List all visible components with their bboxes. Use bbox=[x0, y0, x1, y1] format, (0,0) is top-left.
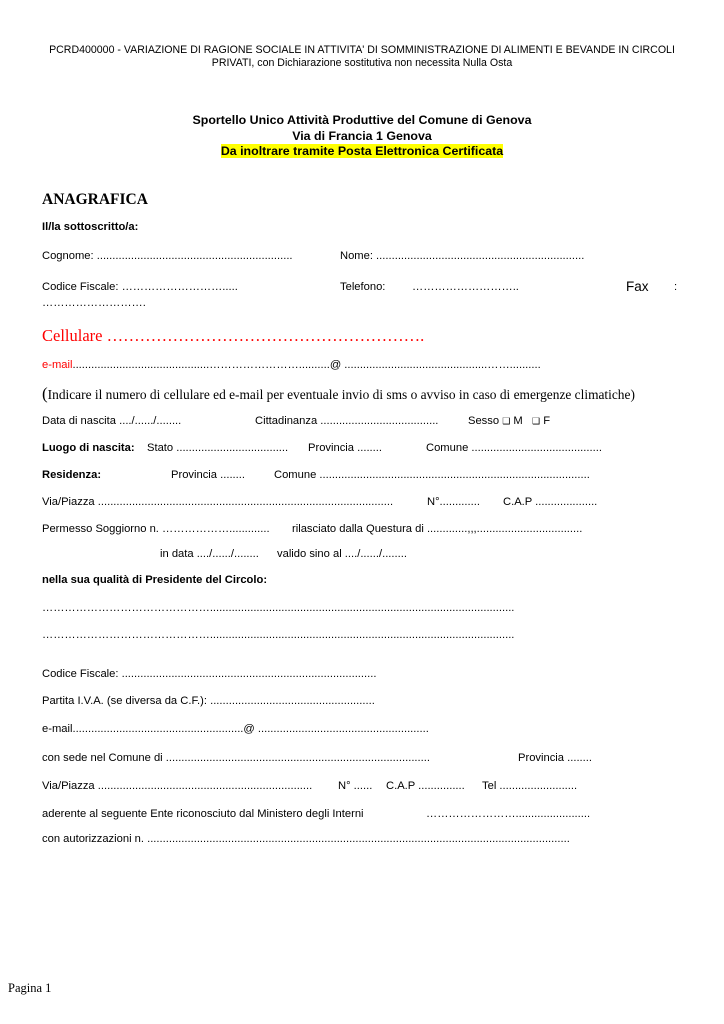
pec-notice: Da inoltrare tramite Posta Elettronica Certificata bbox=[220, 144, 504, 158]
circolo-email-field[interactable]: e-mail.......................................................@ ....................................................... bbox=[42, 723, 429, 735]
ente-field[interactable]: ……………………........................ bbox=[426, 808, 591, 820]
ente-label: aderente al seguente Ente riconosciuto dal Ministero degli Interni bbox=[42, 808, 364, 820]
telefono-label: Telefono: bbox=[340, 281, 386, 293]
circolo-numero-field[interactable]: N° ...... bbox=[338, 780, 373, 792]
luogo-nascita-label: Luogo di nascita: bbox=[42, 442, 135, 454]
circolo-tel-field[interactable]: Tel ......................... bbox=[482, 780, 578, 792]
note-paren: ( bbox=[42, 384, 48, 403]
page-number: Pagina 1 bbox=[8, 981, 52, 995]
luogo-provincia-field[interactable]: Provincia ........ bbox=[308, 442, 382, 454]
data-nascita-field[interactable]: Data di nascita ..../....../........ bbox=[42, 415, 182, 427]
subscriber-label: Il/la sottoscritto/a: bbox=[42, 221, 139, 233]
circolo-sede-field[interactable]: con sede nel Comune di ..................................................................................... bbox=[42, 752, 430, 764]
office-address: Via di Francia 1 Genova bbox=[292, 128, 432, 143]
residenza-provincia-field[interactable]: Provincia ........ bbox=[171, 469, 245, 481]
sesso-m-checkbox[interactable]: ❑ bbox=[502, 416, 511, 426]
cittadinanza-field[interactable]: Cittadinanza ...................................... bbox=[255, 415, 439, 427]
luogo-stato-field[interactable]: Stato .................................... bbox=[147, 442, 289, 454]
office-title-block bbox=[0, 113, 724, 160]
circolo-name-line-1[interactable]: ……………………………………….................................................................................................. bbox=[42, 602, 515, 614]
sesso-f-label: F bbox=[543, 415, 551, 427]
section-title: ANAGRAFICA bbox=[42, 191, 148, 208]
cognome-field[interactable]: Cognome: ............................................................... bbox=[42, 250, 293, 262]
circolo-name-line-2[interactable]: ……………………………………….................................................................................................. bbox=[42, 629, 515, 641]
luogo-comune-field[interactable]: Comune .......................................... bbox=[426, 442, 602, 454]
permesso-validita-field[interactable]: valido sino al ..../....../........ bbox=[277, 548, 407, 560]
sesso-f-checkbox[interactable]: ❑ bbox=[532, 416, 541, 426]
residenza-numero-field[interactable]: N°............. bbox=[427, 496, 480, 508]
fax-field[interactable]: ………………………. bbox=[42, 297, 146, 309]
sesso-label: Sesso bbox=[468, 415, 500, 427]
codice-fiscale-field[interactable]: Codice Fiscale: ………………………..... bbox=[42, 281, 238, 293]
circolo-via-field[interactable]: Via/Piazza ..................................................................... bbox=[42, 780, 313, 792]
nome-field[interactable]: Nome: ................................................................... bbox=[340, 250, 585, 262]
sesso-m-label: M bbox=[513, 415, 523, 427]
office-name: Sportello Unico Attività Produttive del Comune di Genova bbox=[192, 113, 532, 127]
document-header bbox=[0, 44, 724, 70]
questura-field[interactable]: rilasciato dalla Questura di .............,,,.................................. bbox=[292, 523, 583, 535]
email-field[interactable]: ............................................……………………..........@ ..............................................…….......... bbox=[72, 359, 541, 371]
contact-note: Indicare il numero di cellulare ed e-mail per eventuale invio di sms o avviso in caso di emergenze climatiche) bbox=[47, 387, 635, 402]
residenza-cap-field[interactable]: C.A.P .................... bbox=[503, 496, 598, 508]
telefono-field[interactable]: ……………………….. bbox=[412, 281, 519, 293]
circolo-partita-iva-field[interactable]: Partita I.V.A. (se diversa da C.F.): ..................................................... bbox=[42, 695, 375, 707]
fax-colon: : bbox=[674, 281, 678, 293]
permesso-soggiorno-field[interactable]: Permesso Soggiorno n. ………………............. bbox=[42, 523, 270, 535]
email-label: e-mail bbox=[42, 359, 73, 371]
circolo-codice-fiscale-field[interactable]: Codice Fiscale: .................................................................................. bbox=[42, 668, 377, 680]
permesso-data-field[interactable]: in data ..../....../........ bbox=[160, 548, 259, 560]
fax-label: Fax bbox=[626, 279, 649, 294]
circolo-provincia-field[interactable]: Provincia ........ bbox=[518, 752, 592, 764]
residenza-via-field[interactable]: Via/Piazza ............................................................................................... bbox=[42, 496, 394, 508]
circolo-cap-field[interactable]: C.A.P ............... bbox=[386, 780, 465, 792]
cellulare-field[interactable]: Cellulare …………………………………………………. bbox=[42, 326, 425, 345]
residenza-label: Residenza: bbox=[42, 469, 102, 481]
presidente-circolo-label: nella sua qualità di Presidente del Circolo: bbox=[42, 574, 268, 586]
autorizzazioni-field[interactable]: con autorizzazioni n. ........................................................................................................................................ bbox=[42, 833, 570, 845]
header-line-2: PRIVATI, con Dichiarazione sostitutiva non necessita Nulla Osta bbox=[211, 57, 513, 69]
residenza-comune-field[interactable]: Comune ....................................................................................... bbox=[274, 469, 590, 481]
header-line-1: PCRD400000 - VARIAZIONE DI RAGIONE SOCIALE IN ATTIVITA' DI SOMMINISTRAZIONE DI ALIMENTI E BEVANDE IN CIRCOLI bbox=[49, 44, 675, 56]
